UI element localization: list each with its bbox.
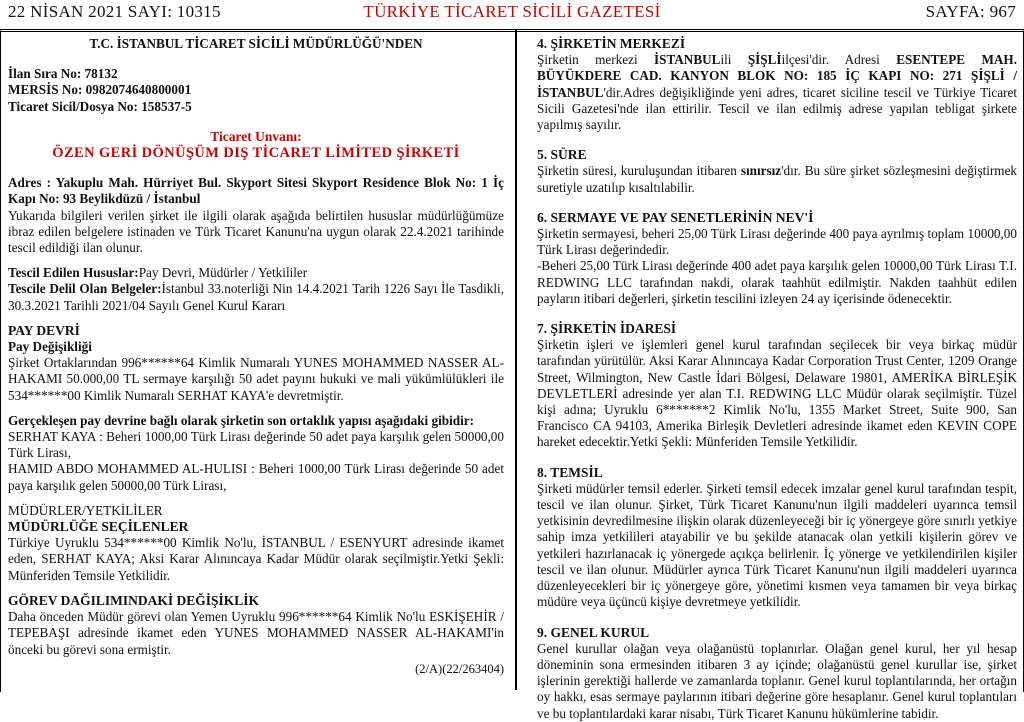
section-6-text-1: Şirketin sermayesi, beheri 25,00 Türk Lirası değerinde 400 paya ayrılmış toplam 10000,00 Türk Lirası değerindedir. — [537, 226, 1017, 258]
transfer-subtitle: Pay Değişikliği — [8, 339, 92, 355]
s4-address: ESENTEPE MAH. BÜYÜKDERE CAD. KANYON BLOK NO: 185 İÇ KAPI NO: 271 ŞİŞLİ / İSTANBUL — [537, 52, 1017, 100]
partner-2: HAMID ABDO MOHAMMED AL-HULISI : Beheri 1000,00 Türk Lirası değerinde 50 adet paya karşılık gelen 50000,00 Türk Lirası, — [8, 461, 504, 493]
page-number: SAYFA: 967 — [925, 2, 1016, 21]
mersis-number: MERSİS No: 0982074640800001 — [8, 82, 192, 98]
intro-text: Yukarıda bilgileri verilen şirket ile ilgili olarak aşağıda belirtilen hususlar müdürlüğümüze ibraz edilen belgelere istinaden ve Türk Ticaret Kanunu'na uygun olarak 22.4.2021 tarihinde tescil edildiği ilan olunur. — [8, 207, 504, 256]
section-6-title: 6. SERMAYE VE PAY SENETLERİNİN NEV'İ — [537, 209, 814, 225]
s4-district: ŞİŞLİ — [747, 52, 782, 68]
file-number: Ticaret Sicil/Dosya No: 158537-5 — [8, 98, 192, 114]
registry-office: T.C. İSTANBUL TİCARET SİCİLİ MÜDÜRLÜĞÜ'NDEN — [89, 36, 423, 51]
s4-part-4: 'dir.Adres değişikliğinde yeni adres, ticaret siciline tescil ve Türkiye Ticaret Sicili Gazetesi'nde ilan ettirilir. Tescil ve ilan edilmiş adrese yapılan tebligat şirkete yapılmış sayılır. — [537, 84, 1017, 133]
page-header — [0, 0, 1024, 30]
partnership-title: Gerçekleşen pay devrine bağlı olarak şirketin son ortaklık yapısı aşağıdaki gibidir: — [8, 412, 474, 428]
ad-number: İlan Sıra No: 78132 — [8, 66, 118, 82]
s4-part-3: ilçesi'dir. Adresi — [781, 52, 897, 68]
section-5-text — [537, 163, 1017, 195]
partner-1: SERHAT KAYA : Beheri 1000,00 Türk Lirası değerinde 50 adet paya karşılık gelen 50000,00 Türk Lirası, — [8, 429, 504, 461]
managers-label: MÜDÜRLER/YETKİLİLER — [8, 502, 163, 518]
transfer-title: PAY DEVRİ — [8, 322, 80, 338]
transfer-text: Şirket Ortaklarından 996******64 Kimlik Numaralı YUNES MOHAMMED NASSER AL-HAKAMI 50.000,00 TL sermaye karşılığı 50 adet payını hukuki ve mali yükümlülükleri ile 534******00 Kimlik Numaralı SERHAT KAYA'e devretmiştir. — [8, 355, 504, 403]
registered-matters — [8, 265, 504, 281]
section-8-text: Şirketi müdürler temsil ederler. Şirketi temsil edecek imzalar genel kurul tarafından tespit, tescil ve ilan olunur. Şirket, Türk Ticaret Kanunu'nun ilgili maddeleri uyarınca temsil yetkisinin devredilmesine ilişkin olarak düzenleyeceği bir iç yönergeye göre sınırlı yetkiye sahip imza yetkilileri atayabilir ve bu şekilde atanacak olan yetkili kişilerin görev ve yetkileri hazırlanacak iç yönergede açıkça belirlenir. İç yönerge ve yetkilendirilen kişiler tescil ve ilan olunur. Müdürler ayrıca Türk Ticaret Kanunu'nun ilgili maddeleri uyarınca düzenleyecekleri bir iç yönergeye göre, yönetimi kısmen veya tamamen bir veya birkaç müdüre veya üçüncü kişiye devretmeye yetkilidir. — [537, 480, 1017, 610]
section-7-text: Şirketin işleri ve işlemleri genel kurul tarafından seçilecek bir veya birkaç müdür tarafından yürütülür. Aksi Karar Alınıncaya Kadar Corporation Trust Center, 1209 Orange Street, Wilmington, New Castle İdari Bölgesi, Delaware 19801, AMERİKA BİRLEŞİK DEVLETLERİ adresinde yer alan T.I. REDWING LLC Müdür olarak seçilmiştir. Tüzel kişi adına; Uyruklu 6*******2 Kimlik No'lu, 1355 Market Street, Suite 900, San Francisco CA 94103, Amerika Birleşik Devletleri adresinde ikamet eden KEVIN COPE hareket edecektir.Yetki Şekli: Münferiden Temsile Yetkilidir. — [537, 337, 1017, 450]
trade-name: ÖZEN GERİ DÖNÜŞÜM DIŞ TİCARET LİMİTED ŞİRKETİ — [52, 145, 460, 162]
s4-part-1: Şirketin merkezi — [537, 52, 654, 68]
duty-title: GÖREV DAĞILIMINDAKİ DEĞİŞİKLİK — [8, 592, 260, 608]
managers-text: Türkiye Uyruklu 534******00 Kimlik No'lu, İSTANBUL / ESENYURT adresinde ikamet eden, SERHAT KAYA; Aksi Karar Alınıncaya Kadar Müdür olarak seçilmiştir.Yetki Şekli: Münferiden Temsile Yetkilidir. — [8, 535, 504, 583]
docs-value: İstanbul 33.noterliği Nin 14.4.2021 Tarih 1226 Sayı İle Tasdikli, 30.3.2021 Tarihli 2021/04 Sayılı Genel Kurul Kararı — [8, 281, 504, 313]
section-4-text — [537, 52, 1017, 133]
evidence-documents — [8, 281, 504, 313]
s5-duration: sınırsız — [740, 163, 782, 179]
registered-label: Tescil Edilen Hususlar: — [8, 265, 139, 281]
docs-label: Tescile Delil Olan Belgeler: — [8, 281, 162, 297]
gazette-title: TÜRKİYE TİCARET SİCİLİ GAZETESİ — [363, 2, 661, 21]
reference-code: (2/A)(22/263404) — [415, 661, 504, 676]
section-8-title: 8. TEMSİL — [537, 464, 603, 480]
issue-date: 22 NİSAN 2021 SAYI: 10315 — [8, 2, 221, 21]
column-divider — [515, 30, 517, 690]
right-column — [537, 36, 1017, 722]
s5-part-2: 'dır. Bu süre şirket sözleşmesini değiştirmek suretiyle uzatılıp kısaltılabilir. — [537, 163, 1018, 195]
s4-city: İSTANBUL — [654, 52, 721, 68]
section-9-text: Genel kurullar olağan veya olağanüstü toplanırlar. Olağan genel kurul, her yıl hesap döneminin sona ermesinden itibaren 3 ay içinde; olağanüstü genel kurullar ise, şirket işlerinin gerektiği hallerde ve zamanlarda toplanır. Genel kurul toplantılarında, her ortağın oy hakkı, esas sermaye paylarının itibari değerine göre hesaplanır. Genel kurul toplantıları ve bu toplantılardaki karar nisabı, Türk Ticaret Kanunu hükümlerine tabidir. — [537, 640, 1017, 721]
section-9-title: 9. GENEL KURUL — [537, 624, 650, 640]
section-5-title: 5. SÜRE — [537, 147, 587, 163]
section-7-title: 7. ŞİRKETİN İDARESİ — [537, 321, 677, 337]
section-4-title: 4. ŞİRKETİN MERKEZİ — [537, 36, 686, 51]
duty-text: Daha önceden Müdür görevi olan Yemen Uyruklu 996******64 Kimlik No'lu ESKİŞEHİR / TEPEBAŞI adresinde ikamet eden YUNES MOHAMMED NASSER AL-HAKAMI'in önceki bu görevi sona ermiştir. — [8, 609, 504, 657]
s5-part-1: Şirketin süresi, kuruluşundan itibaren — [537, 163, 741, 179]
registered-value: Pay Devri, Müdürler / Yetkililer — [138, 265, 308, 281]
section-6-text-2: -Beheri 25,00 Türk Lirası değerinde 400 adet paya karşılık gelen 10000,00 Türk Lirası T.I. REDWING LLC tarafından nakdi, olarak taahhüt edilmiştir. Nakden taahhüt edilen payların itibari değerleri, şirketin tescilini izleyen 24 ay içerisinde ödenecektir. — [537, 258, 1017, 306]
s4-part-2: ili — [720, 52, 748, 68]
company-address: Adres : Yakuplu Mah. Hürriyet Bul. Skyport Sitesi Skyport Residence Blok No: 1 İç Kapı No: 93 Beylikdüzü / İstanbul — [8, 175, 504, 207]
managers-title: MÜDÜRLÜĞE SEÇİLENLER — [8, 519, 189, 535]
left-column — [8, 36, 504, 677]
trade-name-label: Ticaret Unvanı: — [210, 128, 302, 144]
